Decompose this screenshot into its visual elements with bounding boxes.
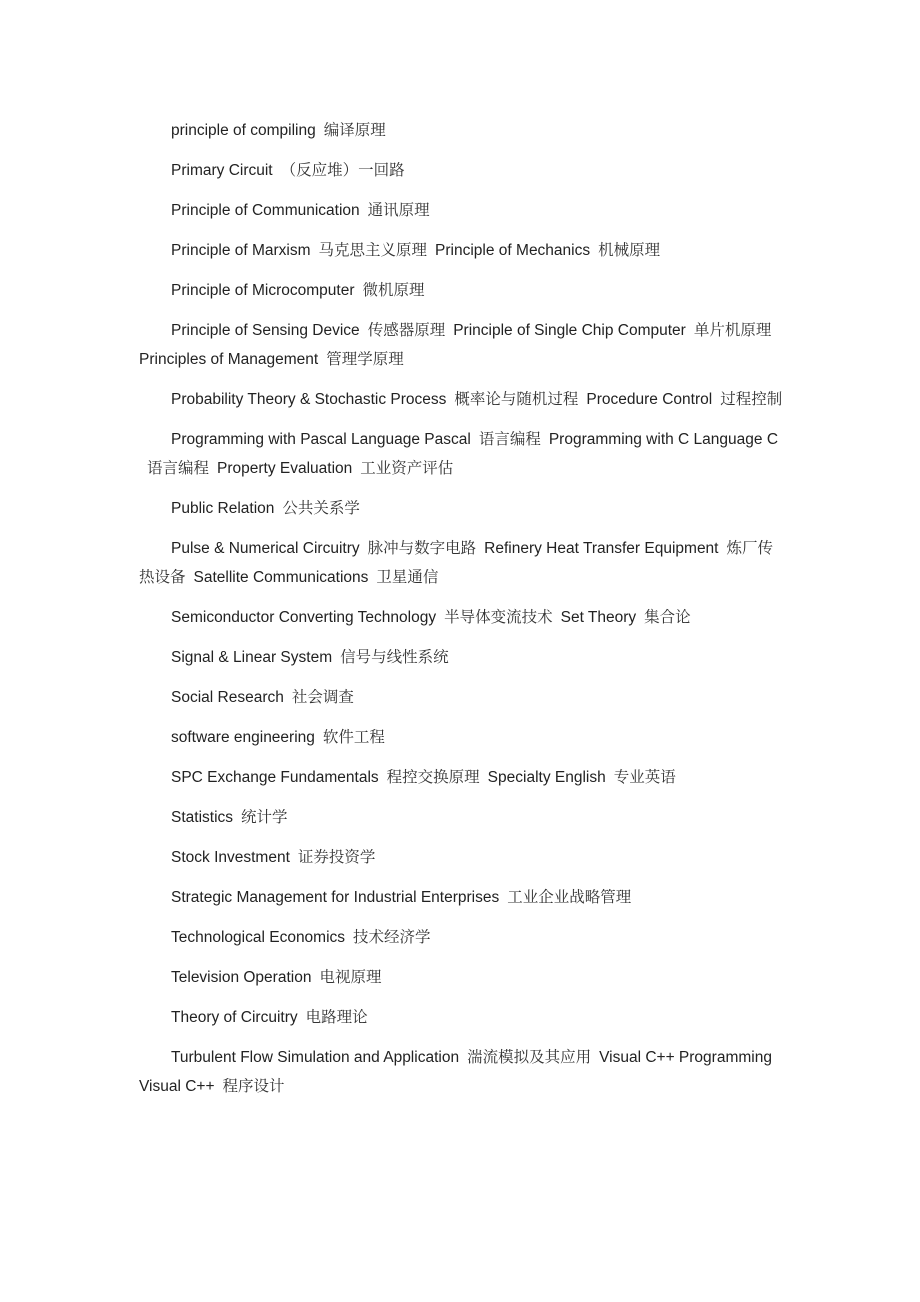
chinese-translation: 程控交换原理	[386, 768, 480, 786]
glossary-paragraph	[139, 843, 784, 872]
glossary-paragraph	[139, 923, 784, 952]
english-term: Satellite Communications	[193, 569, 369, 586]
chinese-translation: 传感器原理	[367, 321, 446, 339]
english-term: Principle of Communication	[171, 202, 360, 219]
glossary-paragraph	[139, 425, 784, 483]
chinese-translation: 卫星通信	[376, 568, 439, 586]
glossary-paragraph	[139, 1043, 784, 1101]
chinese-translation: 专业英语	[613, 768, 676, 786]
english-term: Set Theory	[560, 609, 637, 626]
english-term: Television Operation	[171, 969, 312, 986]
chinese-translation: 通讯原理	[367, 201, 430, 219]
english-term: Procedure Control	[586, 391, 713, 408]
english-term: principle of compiling	[171, 122, 316, 139]
glossary-paragraph	[139, 196, 784, 225]
chinese-translation: 社会调查	[291, 688, 354, 706]
english-term: Principle of Marxism	[171, 242, 311, 259]
chinese-translation: 脉冲与数字电路	[367, 539, 477, 557]
english-term: Signal & Linear System	[171, 649, 333, 666]
chinese-translation: 半导体变流技术	[444, 608, 553, 626]
chinese-translation: 信号与线性系统	[340, 648, 449, 666]
english-term: Turbulent Flow Simulation and Application	[171, 1049, 460, 1066]
chinese-translation: 概率论与随机过程	[454, 390, 579, 408]
glossary-paragraph	[139, 385, 784, 414]
english-term: Probability Theory & Stochastic Process	[171, 391, 447, 408]
glossary-paragraph	[139, 683, 784, 712]
chinese-translation: 统计学	[241, 808, 288, 826]
english-term: Semiconductor Converting Technology	[171, 609, 437, 626]
english-term: Property Evaluation	[217, 460, 353, 477]
chinese-translation: 软件工程	[322, 728, 385, 746]
glossary-paragraph	[139, 494, 784, 523]
chinese-translation: 技术经济学	[353, 928, 431, 946]
glossary-paragraph	[139, 963, 784, 992]
english-term: Programming with C Language C	[548, 431, 779, 448]
glossary-paragraph	[139, 116, 784, 145]
glossary-paragraph	[139, 276, 784, 305]
chinese-translation: 公共关系学	[282, 499, 360, 517]
glossary-paragraph	[139, 534, 784, 592]
english-term: Principle of Sensing Device	[171, 322, 360, 339]
english-term: SPC Exchange Fundamentals	[171, 769, 379, 786]
chinese-translation: 马克思主义原理	[318, 241, 428, 259]
glossary-body	[139, 116, 784, 1112]
english-term: Specialty English	[487, 769, 606, 786]
chinese-translation: 编译原理	[323, 121, 386, 139]
chinese-translation: 管理学原理	[326, 350, 404, 368]
chinese-translation: （反应堆）一回路	[280, 161, 405, 179]
glossary-paragraph	[139, 763, 784, 792]
english-term: Theory of Circuitry	[171, 1009, 298, 1026]
chinese-translation: 微机原理	[362, 281, 425, 299]
chinese-translation: 机械原理	[598, 241, 661, 259]
chinese-translation: 炼厂传热设备	[139, 539, 774, 586]
english-term: software engineering	[171, 729, 315, 746]
glossary-paragraph	[139, 723, 784, 752]
glossary-paragraph	[139, 643, 784, 672]
chinese-translation: 集合论	[644, 608, 691, 626]
english-term: Principle of Mechanics	[435, 242, 591, 259]
english-term: Refinery Heat Transfer Equipment	[484, 540, 719, 557]
chinese-translation: 工业企业战略管理	[507, 888, 632, 906]
english-term: Primary Circuit	[171, 162, 273, 179]
english-term: Technological Economics	[171, 929, 346, 946]
english-term: Pulse & Numerical Circuitry	[171, 540, 360, 557]
chinese-translation: 湍流模拟及其应用	[467, 1048, 592, 1066]
chinese-translation: 工业资产评估	[360, 459, 454, 477]
chinese-translation: 单片机原理	[693, 321, 772, 339]
chinese-translation: 证券投资学	[297, 848, 376, 866]
glossary-paragraph	[139, 1003, 784, 1032]
english-term: Visual C++ Programming Visual C++	[139, 1049, 772, 1095]
chinese-translation: 过程控制	[720, 390, 783, 408]
english-term: Social Research	[171, 689, 284, 706]
english-term: Principle of Microcomputer	[171, 282, 355, 299]
english-term: Statistics	[171, 809, 234, 826]
english-term: Strategic Management for Industrial Enterprises	[171, 889, 500, 906]
english-term: Stock Investment	[171, 849, 290, 866]
english-term: Programming with Pascal Language Pascal	[171, 431, 471, 448]
chinese-translation: 程序设计	[222, 1077, 285, 1095]
glossary-paragraph	[139, 803, 784, 832]
english-term: Principles of Management	[139, 351, 319, 368]
chinese-translation: 语言编程	[478, 430, 541, 448]
chinese-translation: 电路理论	[305, 1008, 368, 1026]
chinese-translation: 语言编程	[147, 459, 210, 477]
english-term: Principle of Single Chip Computer	[453, 322, 686, 339]
glossary-paragraph	[139, 156, 784, 185]
chinese-translation: 电视原理	[319, 968, 382, 986]
glossary-paragraph	[139, 316, 784, 374]
english-term: Public Relation	[171, 500, 275, 517]
glossary-paragraph	[139, 236, 784, 265]
glossary-paragraph	[139, 883, 784, 912]
glossary-paragraph	[139, 603, 784, 632]
